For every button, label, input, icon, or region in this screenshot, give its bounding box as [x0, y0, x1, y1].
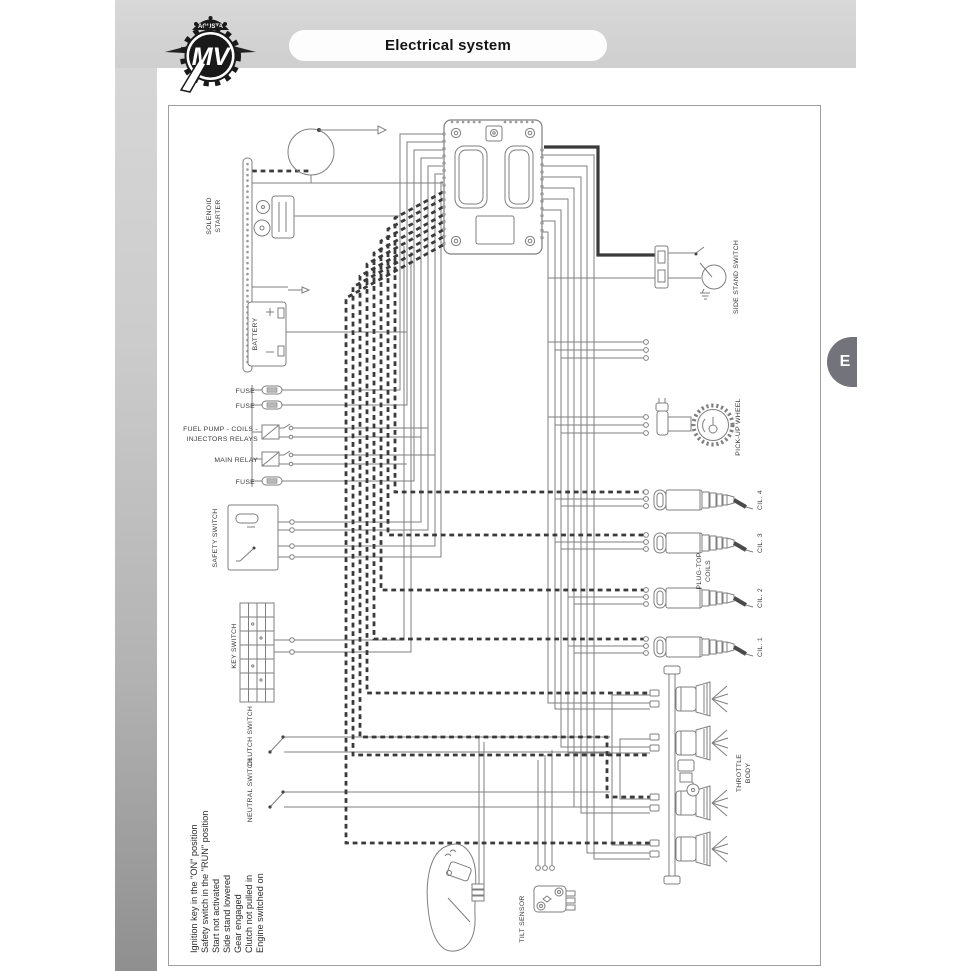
page-title-pill [289, 30, 607, 61]
main-relay-label: MAIN RELAY [214, 457, 258, 464]
solenoid-starter-label-1: SOLENOID [206, 197, 213, 235]
fuel-pump [427, 844, 484, 951]
condition-6: Clutch not pulled in [244, 874, 254, 953]
solenoid-starter-label-2: STARTER [215, 199, 222, 233]
cylinder-2-label: CIL. 2 [757, 588, 764, 608]
condition-4: Side stand lowered [222, 874, 232, 953]
plug-top-coil-3 [644, 533, 753, 553]
cylinder-4-label: CIL. 4 [757, 490, 764, 510]
generator [288, 126, 386, 175]
ecu-connector-a [455, 146, 487, 208]
throttle-body-label-2: BODY [745, 762, 752, 784]
arrow-icon [378, 126, 386, 134]
fuel-pump-relays-label-1: FUEL PUMP - COILS - [183, 426, 258, 433]
conditions-note [189, 811, 265, 953]
throttle-body-label-1: THROTTLE [736, 753, 743, 793]
neutral-switch-label: NEUTRAL SWITCH [247, 757, 254, 823]
battery [248, 287, 309, 366]
logo-crown-text: AGUSTA [198, 24, 223, 30]
pickup-wheel-label: PICK-UP WHEEL [735, 398, 742, 456]
wiring-harness [252, 171, 652, 843]
key-switch [231, 603, 294, 702]
page-edge-gradient-bar [115, 0, 157, 971]
fuel-pump-relays [183, 424, 293, 443]
condition-5: Gear engaged [233, 894, 243, 953]
clutch-switch-label: CLUTCH SWITCH [247, 705, 254, 767]
section-tab-label: E [839, 353, 851, 370]
condition-2: Safety switch in the "RUN" position [200, 810, 210, 953]
page-title: Electrical system [385, 37, 511, 54]
fuse-1-label: FUSE [235, 388, 255, 395]
condition-3: Start not activated [211, 878, 221, 953]
main-relay [214, 451, 292, 466]
tilt-sensor-label: TILT SENSOR [519, 895, 526, 943]
wiring-diagram [169, 106, 820, 965]
neutral-switch [247, 758, 285, 822]
section-tab-e[interactable] [827, 337, 857, 387]
fuse-3-label: FUSE [235, 479, 255, 486]
fuse-2-label: FUSE [235, 403, 255, 410]
pickup-wheel [644, 398, 742, 456]
safety-switch-label: SAFETY SWITCH [212, 508, 219, 568]
safety-switch [212, 505, 294, 570]
plug-top-coil-4 [644, 490, 753, 510]
plug-top-coils-label-1: PLUG-TOP [696, 552, 703, 590]
condition-1: Ignition key in the "ON" position [189, 824, 199, 953]
battery-label: BATTERY [252, 317, 259, 351]
logo-brand-text: MV [191, 43, 230, 71]
key-switch-label: KEY SWITCH [231, 623, 238, 669]
condition-7: Engine switched on [255, 873, 265, 953]
cylinder-1-label: CIL. 1 [757, 637, 764, 657]
side-stand-switch-label: SIDE STAND SWITCH [733, 239, 740, 315]
plug-top-coil-2 [644, 588, 753, 608]
ecu [444, 120, 542, 254]
plug-top-coil-1 [644, 637, 753, 657]
generator-terminals [644, 340, 649, 361]
clutch-switch [247, 706, 285, 766]
throttle-body [650, 666, 752, 884]
cylinder-3-label: CIL. 3 [757, 533, 764, 553]
mv-agusta-logo-art [163, 6, 258, 94]
tilt-sensor [519, 866, 575, 943]
fuel-pump-relays-label-2: INJECTORS RELAYS [186, 436, 258, 443]
plug-top-coils-label-2: COILS [705, 560, 712, 582]
mv-agusta-logo [163, 6, 258, 94]
wiring-diagram-frame [168, 105, 821, 966]
side-stand-switch [544, 147, 740, 314]
